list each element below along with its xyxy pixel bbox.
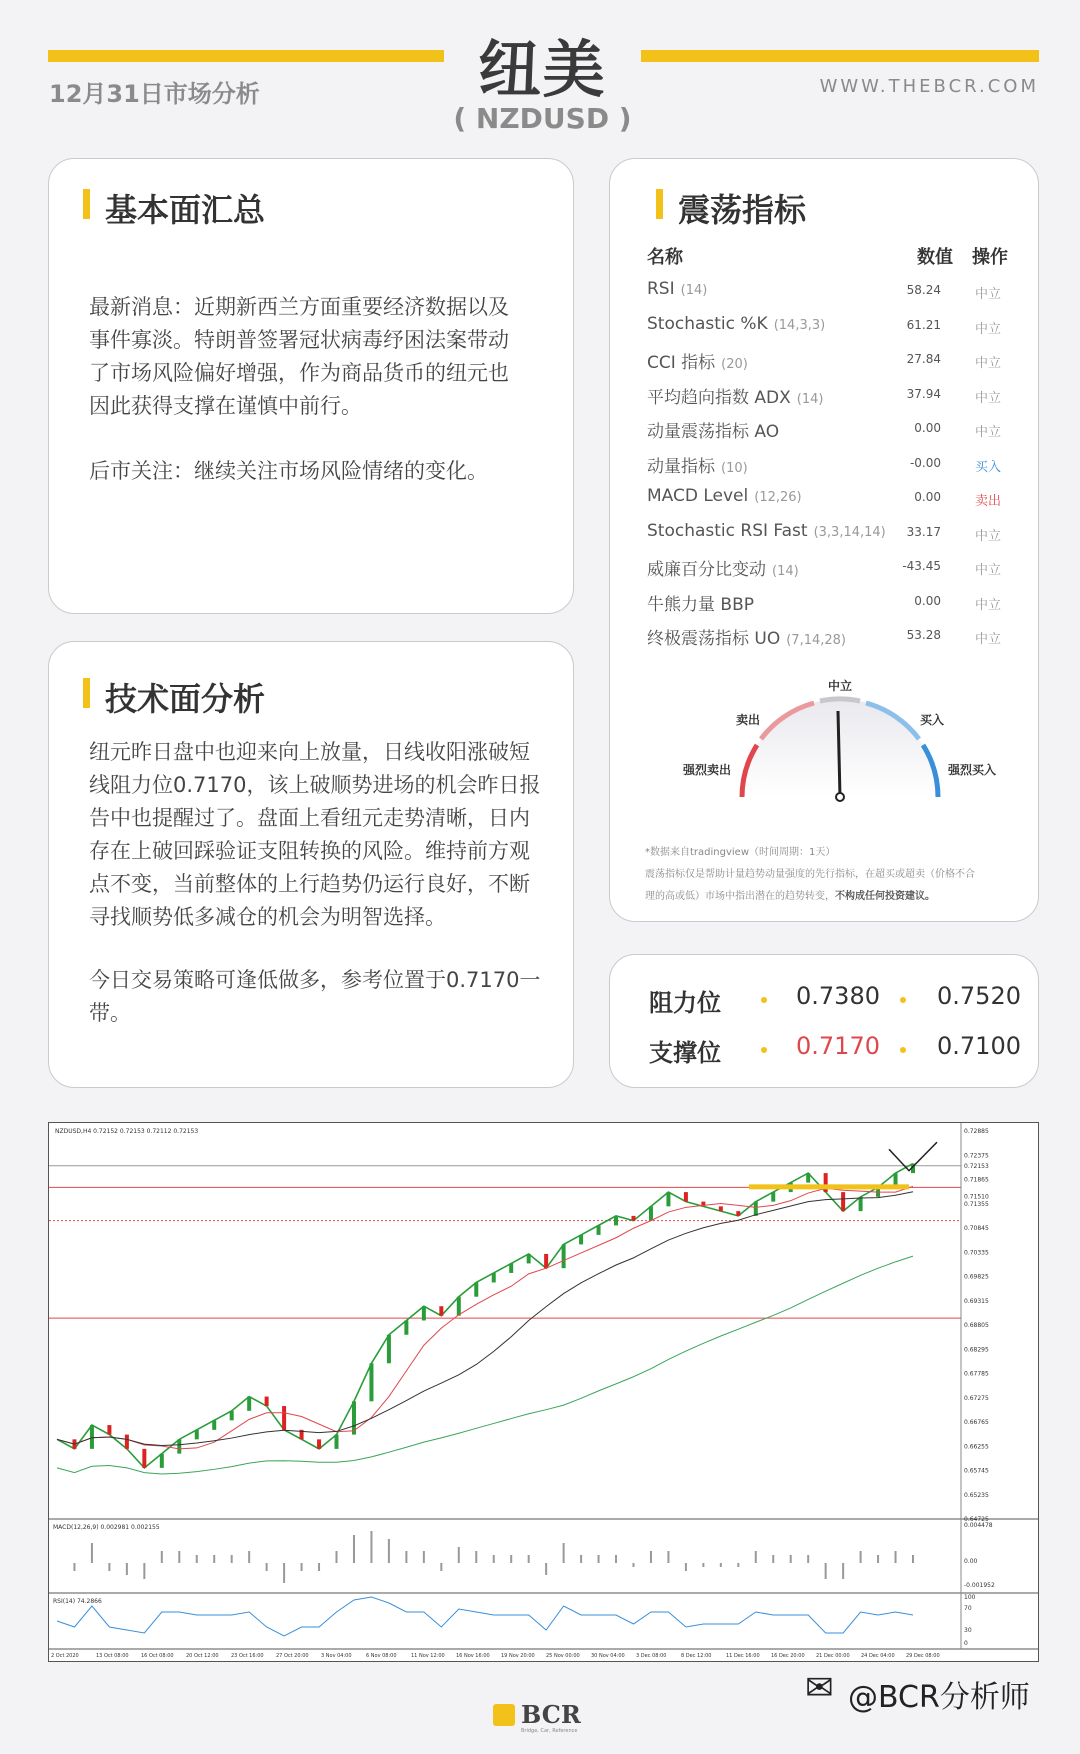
watermark-handle: @BCR分析师 <box>848 1680 1030 1715</box>
oscillator-row <box>647 314 1027 348</box>
macd-bar <box>266 1563 268 1571</box>
time-tick-label: 23 Oct 16:00 <box>231 1653 264 1659</box>
support-label: 支撑位 <box>649 1039 721 1067</box>
price-tick-label: 0.65235 <box>964 1491 989 1499</box>
footer-brand: BCR <box>521 1700 581 1729</box>
macd-bar <box>493 1555 495 1563</box>
oscillator-value: 0.00 <box>914 421 941 435</box>
candle <box>579 1235 583 1245</box>
fundamentals-title: 基本面汇总 <box>105 185 265 231</box>
col-value-header: 数值 <box>917 247 953 268</box>
time-tick-label: 24 Dec 04:00 <box>861 1653 895 1659</box>
support-level-2: 0.7100 <box>937 1032 1021 1060</box>
technical-strategy: 今日交易策略可逢低做多，参考位置于0.7170一 带。 <box>89 968 541 1025</box>
bcr-logo-icon <box>493 1704 515 1726</box>
technical-analysis: 纽元昨日盘中也迎来向上放量，日线收阳涨破短 线阻力位0.7170，该上破顺势进场的机会昨日报 告中也提醒过了。盘面上看纽元走势清晰，日内 存在上破回踩验证支阻转换的风险。维持前方观 点不变，当前整体的上行趋势仍运行良好，不断 寻找顺势低多减仓的机会为明智选择。 <box>89 740 541 929</box>
candle <box>125 1435 129 1449</box>
candle <box>544 1254 548 1268</box>
price-tick-label: 0.68295 <box>964 1346 989 1354</box>
macd-bar <box>615 1555 617 1563</box>
macd-bar <box>807 1555 809 1563</box>
fundamentals-news: 最新消息：近期新西兰方面重要经济数据以及 事件寡淡。特朗普签署冠状病毒纾困法案带动 了市场风险偏好增强，作为商品货币的纽元也 因此获得支撑在谨慎中前行。 <box>89 295 509 418</box>
oscillator-action: 中立 <box>975 425 1002 440</box>
macd-bar <box>842 1563 844 1579</box>
resistance-zone-highlight <box>749 1184 909 1189</box>
macd-scale-label: 0.004478 <box>964 1522 993 1529</box>
candle <box>509 1263 513 1273</box>
gauge-strong-buy-label: 强烈买入 <box>948 763 997 777</box>
time-tick-label: 3 Dec 08:00 <box>636 1653 667 1659</box>
price-tick-label: 0.69825 <box>964 1273 989 1281</box>
oscillator-row <box>647 486 1027 520</box>
macd-bar <box>475 1551 477 1563</box>
chart-canvas <box>49 1123 1038 1661</box>
candle <box>230 1411 234 1421</box>
oscillator-value: 0.00 <box>914 490 941 504</box>
oscillator-value: 33.17 <box>906 524 941 539</box>
price-series <box>57 1164 913 1468</box>
oscillator-name: Stochastic %K (14,3,3) <box>647 313 826 334</box>
oscillator-row <box>647 279 1027 313</box>
candle <box>439 1306 443 1316</box>
candle <box>562 1244 566 1268</box>
macd-bar <box>73 1563 75 1571</box>
candle <box>614 1216 618 1226</box>
price-tick-label: 0.71355 <box>964 1200 989 1208</box>
macd-bar <box>737 1563 739 1567</box>
macd-bar <box>318 1563 320 1571</box>
technical-title: 技术面分析 <box>105 674 265 720</box>
candle <box>177 1439 181 1453</box>
macd-bar <box>860 1551 862 1563</box>
oscillator-action: 中立 <box>975 390 1002 406</box>
macd-bar <box>91 1543 93 1563</box>
fundamentals-card <box>48 158 574 614</box>
page-subtitle: ( NZDUSD ) <box>453 102 632 135</box>
bullet-dot <box>900 1047 906 1053</box>
oscillator-row <box>647 624 1027 658</box>
oscillator-action: 中立 <box>975 287 1002 302</box>
disclaimer-line-1: 震荡指标仅是帮助计量趋势动量强度的先行指标，在超买或超卖（价格不合 <box>645 869 975 880</box>
oscillator-action: 买入 <box>975 459 1002 475</box>
oscillator-name: Stochastic RSI Fast (3,3,14,14) <box>647 520 886 541</box>
rsi-scale-label: 0 <box>964 1640 968 1647</box>
macd-bar <box>563 1543 565 1563</box>
gauge-sell-label: 卖出 <box>736 713 761 727</box>
price-tick-label: 0.66765 <box>964 1419 989 1426</box>
time-tick-label: 13 Oct 08:00 <box>96 1653 129 1659</box>
macd-bar <box>598 1555 600 1563</box>
fundamentals-outlook: 后市关注：继续关注市场风险情绪的变化。 <box>89 459 488 483</box>
oscillator-value: 37.94 <box>906 386 941 401</box>
section-marker <box>83 678 90 708</box>
macd-bar <box>528 1555 530 1563</box>
header-bar-right <box>641 50 1039 62</box>
macd-bar <box>650 1551 652 1563</box>
rsi-scale-label: 100 <box>964 1594 976 1601</box>
macd-bar <box>161 1551 163 1563</box>
time-tick-label: 19 Nov 20:00 <box>501 1653 535 1659</box>
oscillator-value: 61.21 <box>906 317 941 332</box>
price-tick-label: 0.66255 <box>964 1443 989 1451</box>
time-tick-label: 6 Nov 08:00 <box>366 1653 397 1659</box>
macd-bar <box>231 1555 233 1563</box>
time-tick-label: 20 Oct 12:00 <box>186 1653 219 1659</box>
oscillator-action: 中立 <box>975 528 1002 544</box>
section-marker <box>83 189 90 219</box>
oscillator-action: 中立 <box>975 321 1002 337</box>
macd-bar <box>790 1555 792 1563</box>
candle <box>719 1206 723 1211</box>
oscillator-action: 中立 <box>975 597 1002 613</box>
oscillator-name: 平均趋向指数 ADX (14) <box>647 387 824 408</box>
candle <box>107 1425 111 1435</box>
time-tick-label: 16 Oct 08:00 <box>141 1653 174 1659</box>
bullet-dot <box>900 997 906 1003</box>
candle <box>754 1202 758 1216</box>
time-tick-label: 29 Dec 08:00 <box>906 1653 940 1659</box>
macd-bar <box>510 1555 512 1563</box>
bullet-dot <box>761 1047 767 1053</box>
price-tick-label: 0.65745 <box>964 1467 989 1475</box>
time-tick-label: 30 Nov 04:00 <box>591 1653 625 1659</box>
page-title: 纽美 <box>478 33 607 106</box>
time-tick-label: 25 Nov 00:00 <box>546 1653 580 1659</box>
oscillator-name: 动量指标 (10) <box>647 456 748 477</box>
oscillator-name: RSI (14) <box>647 279 708 299</box>
candle <box>195 1430 199 1440</box>
candle <box>457 1297 461 1316</box>
macd-bar <box>248 1551 250 1563</box>
oscillator-value: 53.28 <box>906 628 941 642</box>
oscillator-row <box>647 555 1027 589</box>
gauge-buy-label: 买入 <box>920 713 945 727</box>
oscillator-value: 58.24 <box>906 283 941 297</box>
gauge-neutral-label: 中立 <box>828 679 853 693</box>
support-level-1: 0.7170 <box>796 1032 880 1060</box>
website-link[interactable]: WWW.THEBCR.COM <box>819 76 1039 97</box>
report-date: 12月31日市场分析 <box>49 80 260 108</box>
candle <box>247 1397 251 1411</box>
candle <box>806 1173 810 1183</box>
candle <box>335 1435 339 1449</box>
macd-bar <box>755 1551 757 1563</box>
macd-bar <box>580 1555 582 1563</box>
price-tick-label: 0.72885 <box>964 1128 989 1135</box>
oscillator-name: 威廉百分比变动 (14) <box>647 560 799 580</box>
gauge-neutral-arc <box>820 699 860 701</box>
oscillator-name: 终极震荡指标 UO (7,14,28) <box>647 629 846 649</box>
candle <box>841 1192 845 1211</box>
candle <box>597 1225 601 1235</box>
time-tick-label: 27 Oct 20:00 <box>276 1653 309 1659</box>
candle <box>736 1211 740 1216</box>
macd-bar <box>301 1563 303 1571</box>
macd-bar <box>720 1563 722 1567</box>
macd-bar <box>702 1563 704 1567</box>
candle <box>631 1216 635 1221</box>
macd-bar <box>213 1555 215 1563</box>
candle <box>265 1397 269 1407</box>
candle <box>317 1439 321 1449</box>
macd-bar <box>895 1551 897 1563</box>
candle <box>474 1282 478 1296</box>
gauge-needle <box>838 711 840 797</box>
technical-card <box>48 641 574 1088</box>
macd-bar <box>772 1555 774 1563</box>
candle <box>527 1254 531 1264</box>
projection-arrow <box>889 1142 937 1171</box>
gauge-pivot <box>836 793 844 801</box>
rsi-scale-label: 70 <box>964 1605 972 1612</box>
price-tick-label: 0.71865 <box>964 1176 989 1184</box>
price-tick-label: 0.68805 <box>964 1322 989 1329</box>
oscillator-row <box>647 521 1027 555</box>
price-tick-label: 0.71510 <box>964 1193 989 1201</box>
oscillator-table <box>647 279 1027 679</box>
oscillator-name: MACD Level (12,26) <box>647 486 802 506</box>
rsi-scale-label: 30 <box>964 1627 972 1634</box>
time-tick-label: 11 Nov 12:00 <box>411 1653 445 1659</box>
watermark-weibo-icon: ✉ <box>805 1668 834 1708</box>
macd-bar <box>126 1563 128 1575</box>
macd-bar <box>370 1531 372 1563</box>
price-tick-label: 0.72375 <box>964 1152 989 1160</box>
price-tick-label: 0.70335 <box>964 1249 989 1257</box>
macd-bar <box>143 1563 145 1579</box>
price-tick-label: 0.64725 <box>964 1516 989 1523</box>
oscillator-row <box>647 452 1027 486</box>
time-tick-label: 21 Dec 00:00 <box>816 1653 850 1659</box>
oscillator-value: 27.84 <box>906 352 941 366</box>
macd-bar <box>685 1563 687 1571</box>
candle <box>859 1197 863 1211</box>
col-action-header: 操作 <box>972 247 1008 268</box>
disclaimer-line-2: 理的高或低）市场中指出潜在的趋势转变，不构成任何投资建议。 <box>645 891 935 902</box>
resistance-label: 阻力位 <box>649 989 721 1017</box>
candle <box>684 1192 688 1202</box>
oscillators-title: 震荡指标 <box>678 185 806 231</box>
candle <box>666 1192 670 1206</box>
macd-label: MACD(12,26,9) 0.002981 0.002155 <box>53 1524 160 1531</box>
footer-tagline: Bridge, Car, Reference <box>521 1728 578 1734</box>
time-tick-label: 11 Dec 16:00 <box>726 1653 760 1659</box>
macd-bar <box>632 1563 634 1567</box>
macd-bar <box>336 1551 338 1563</box>
candle <box>649 1206 653 1220</box>
candle <box>404 1320 408 1334</box>
rsi-line <box>57 1597 913 1636</box>
macd-bar <box>877 1555 879 1563</box>
ma-slow-line <box>57 1256 913 1474</box>
chart-symbol-label: NZDUSD,H4 0.72152 0.72153 0.72112 0.72153 <box>55 1128 199 1135</box>
oscillator-row <box>647 383 1027 417</box>
price-tick-label: 0.67275 <box>964 1394 989 1402</box>
macd-bar <box>545 1563 547 1575</box>
candle <box>212 1420 216 1430</box>
macd-bar <box>178 1551 180 1563</box>
time-tick-label: 3 Nov 04:00 <box>321 1653 352 1659</box>
oscillator-value: 0.00 <box>914 593 941 608</box>
candle <box>387 1335 391 1364</box>
candle <box>492 1273 496 1283</box>
gauge-strong-sell-label: 强烈卖出 <box>683 763 732 777</box>
oscillator-action: 中立 <box>975 563 1002 578</box>
macd-bar <box>353 1535 355 1563</box>
macd-bar <box>825 1563 827 1579</box>
macd-scale-label: -0.001952 <box>964 1582 995 1589</box>
oscillator-name: 动量震荡指标 AO <box>647 422 780 442</box>
rsi-label: RSI(14) 74.2866 <box>53 1598 102 1605</box>
data-source-note: *数据来自tradingview（时间周期：1天） <box>645 847 836 858</box>
macd-bar <box>405 1551 407 1563</box>
candle <box>422 1306 426 1320</box>
candle <box>160 1454 164 1468</box>
macd-bar <box>912 1555 914 1563</box>
macd-bar <box>458 1547 460 1563</box>
col-name-header: 名称 <box>647 247 683 268</box>
oscillator-name: CCI 指标 (20) <box>647 353 748 373</box>
resistance-level-1: 0.7380 <box>796 982 880 1010</box>
oscillator-row <box>647 590 1027 624</box>
macd-bar <box>196 1555 198 1563</box>
macd-bar <box>108 1563 110 1571</box>
macd-scale-label: 0.00 <box>964 1558 978 1565</box>
price-tick-label: 0.70845 <box>964 1225 989 1232</box>
candle <box>90 1425 94 1449</box>
time-tick-label: 16 Nov 16:00 <box>456 1653 490 1659</box>
oscillator-action: 中立 <box>975 356 1002 371</box>
header-bar-left <box>48 50 444 62</box>
macd-bar <box>283 1563 285 1583</box>
section-marker <box>656 189 663 219</box>
candle <box>142 1449 146 1468</box>
bullet-dot <box>761 997 767 1003</box>
time-tick-label: 2 Oct 2020 <box>51 1653 79 1659</box>
resistance-level-2: 0.7520 <box>937 982 1021 1010</box>
oscillators-card <box>609 158 1039 922</box>
time-tick-label: 16 Dec 20:00 <box>771 1653 805 1659</box>
macd-bar <box>388 1539 390 1563</box>
macd-bar <box>667 1551 669 1563</box>
price-chart <box>48 1122 1039 1662</box>
oscillator-value: -43.45 <box>902 559 941 573</box>
price-tick-label: 0.69315 <box>964 1297 989 1305</box>
oscillator-action: 中立 <box>975 632 1002 647</box>
oscillator-name: 牛熊力量 BBP <box>647 594 754 615</box>
levels-card <box>609 954 1039 1088</box>
macd-bar <box>440 1563 442 1571</box>
oscillator-row <box>647 417 1027 451</box>
oscillator-action: 卖出 <box>975 494 1002 509</box>
candle <box>282 1406 286 1430</box>
oscillator-value: -0.00 <box>909 455 941 470</box>
macd-bar <box>423 1551 425 1563</box>
time-tick-label: 8 Dec 12:00 <box>681 1653 712 1659</box>
oscillator-row <box>647 348 1027 382</box>
price-tick-label: 0.72153 <box>964 1162 989 1170</box>
candle <box>771 1192 775 1202</box>
candle <box>369 1363 373 1401</box>
price-tick-label: 0.67785 <box>964 1370 989 1378</box>
